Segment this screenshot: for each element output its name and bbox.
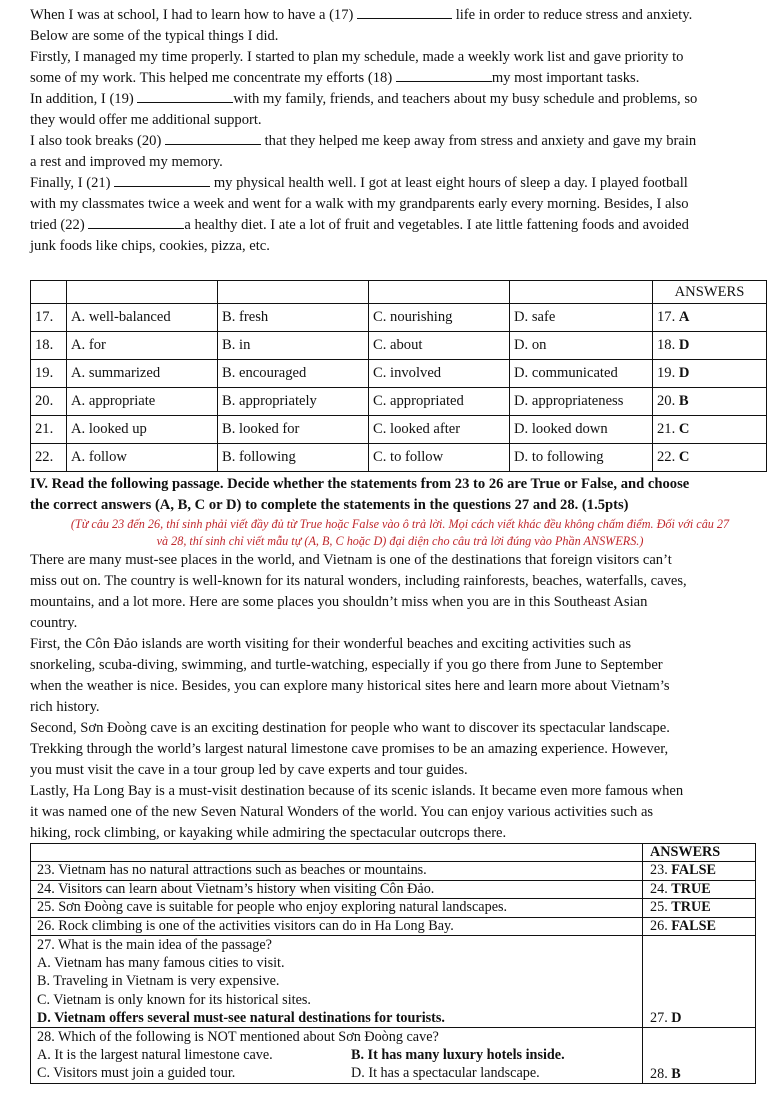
table-header-row xyxy=(31,844,756,862)
option-d: D. appropriateness xyxy=(510,388,653,416)
option-b: B. fresh xyxy=(218,304,369,332)
option-c: C. looked after xyxy=(369,416,510,444)
option-b: B. looked for xyxy=(218,416,369,444)
answer-cell: 22. C xyxy=(653,444,767,472)
statement-row xyxy=(31,917,756,935)
answer-cell: 23. FALSE xyxy=(643,862,756,880)
answer-cell: 20. B xyxy=(653,388,767,416)
passage-1 xyxy=(30,5,756,257)
option-c: C. to follow xyxy=(369,444,510,472)
option-d: D. safe xyxy=(510,304,653,332)
question-number: 17. xyxy=(31,304,67,332)
option-a: A. looked up xyxy=(67,416,218,444)
option-a: A. for xyxy=(67,332,218,360)
table-row xyxy=(31,332,767,360)
statement-row xyxy=(31,880,756,898)
option-d: D. looked down xyxy=(510,416,653,444)
passage-line: Firstly, I managed my time properly. I started to plan my schedule, made a weekly work list and gave priority to xyxy=(30,49,684,65)
table-row xyxy=(31,416,767,444)
passage-line: In addition, I (19) with my family, friends, and teachers about my busy schedule and problems, so xyxy=(30,91,698,107)
statement-text: 23. Vietnam has no natural attractions such as beaches or mountains. xyxy=(31,862,643,880)
question-number: 19. xyxy=(31,360,67,388)
answers-header: ANSWERS xyxy=(643,844,756,862)
passage-line: I also took breaks (20) that they helped me keep away from stress and anxiety and gave my brain xyxy=(30,133,697,149)
question-number: 22. xyxy=(31,444,67,472)
passage-line: Below are some of the typical things I did. xyxy=(30,28,279,44)
answer-cell: 21. C xyxy=(653,416,767,444)
passage-line: with my classmates twice a week and went for a walk with my grandparents early every morning. Besides, I also xyxy=(30,196,689,212)
option-a: A. appropriate xyxy=(67,388,218,416)
passage-2: There are many must-see places in the world, and Vietnam is one of the destinations that foreign visitors can’t miss out on. The country is well-known for its natural wonders, including rainforests, beaches, waterfalls, caves, mountains, and a lot more. Here are some places you shouldn’t miss when you are in this Southeast Asian country. First, the Côn Đảo islands are worth visiting for their wonderful beaches and exciting activities such as snorkeling, scuba-diving, swimming, and turtle-watching, especially if you go there from June to September when the weather is nice. Besides, you can explore many historical sites here and learn more about Vietnam’s rich history. Second, Sơn Đoòng cave is an exciting destination for people who want to discover its spectacular landscape. Trekking through the world’s largest natural limestone cave promises to be an amazing experience. However, you must visit the cave in a tour group led by cave experts and tour guides. Lastly, Ha Long Bay is a must-visit destination because of its scenic islands. It became even more famous when it was named one of the new Seven Natural Wonders of the world. You can enjoy various activities such as hiking, rock climbing, or kayaking while admiring the spectacular outcrops there. xyxy=(30,552,687,841)
answer-table-17-22 xyxy=(30,280,767,472)
option-c: C. appropriated xyxy=(369,388,510,416)
option-b: B. encouraged xyxy=(218,360,369,388)
option-b: B. following xyxy=(218,444,369,472)
passage-line: tried (22) a healthy diet. I ate a lot of fruit and vegetables. I ate little fattening foods and avoided xyxy=(30,217,689,233)
option-a: A. follow xyxy=(67,444,218,472)
answer-cell: 19. D xyxy=(653,360,767,388)
option-a: A. summarized xyxy=(67,360,218,388)
answer-cell: 18. D xyxy=(653,332,767,360)
section-iv-heading: IV. Read the following passage. Decide whether the statements from 23 to 26 are True or False, and choose the correct answers (A, B, C or D) to complete the statements in the questions 27 and 28. (1.5pts) xyxy=(30,476,690,513)
blank-21 xyxy=(114,173,210,187)
answer-cell: 24. TRUE xyxy=(643,880,756,898)
answers-header: ANSWERS xyxy=(653,281,767,304)
answer-27: 27. D xyxy=(643,936,756,1028)
option-d: D. to following xyxy=(510,444,653,472)
answer-cell: 25. TRUE xyxy=(643,899,756,917)
answer-table-23-28 xyxy=(30,843,756,1084)
question-number: 20. xyxy=(31,388,67,416)
option-a: A. well-balanced xyxy=(67,304,218,332)
blank-17 xyxy=(357,5,452,19)
option-c: C. about xyxy=(369,332,510,360)
option-d: D. on xyxy=(510,332,653,360)
table-row xyxy=(31,444,767,472)
table-row xyxy=(31,360,767,388)
passage-line: a rest and improved my memory. xyxy=(30,154,223,170)
statement-row xyxy=(31,899,756,917)
passage-line: junk foods like chips, cookies, pizza, etc. xyxy=(30,238,270,254)
table-row xyxy=(31,388,767,416)
blank-19 xyxy=(137,89,233,103)
statement-text: 24. Visitors can learn about Vietnam’s history when visiting Côn Đảo. xyxy=(31,880,643,898)
option-b: B. in xyxy=(218,332,369,360)
passage-line: some of my work. This helped me concentrate my efforts (18) my most important tasks. xyxy=(30,70,640,86)
option-c: C. nourishing xyxy=(369,304,510,332)
question-number: 18. xyxy=(31,332,67,360)
passage-line: they would offer me additional support. xyxy=(30,112,262,128)
table-row xyxy=(31,304,767,332)
table-header-row xyxy=(31,281,767,304)
blank-18 xyxy=(396,68,492,82)
option-b: B. appropriately xyxy=(218,388,369,416)
option-c: C. involved xyxy=(369,360,510,388)
question-27-row: 27. What is the main idea of the passage? A. Vietnam has many famous cities to visit. B. Traveling in Vietnam is very expensive. C. Vietnam is only known for its historical sites. D. Vietnam offers several must-see natural destinations for tourists. 27. D xyxy=(31,936,756,1028)
question-28-row: 28. Which of the following is NOT mentioned about Sơn Đoòng cave? A. It is the largest natural limestone cave. B. It has many luxury hotels inside. C. Visitors must join a guided tour. D. It has a spectacular landscape. 28. B xyxy=(31,1028,756,1084)
answer-cell: 26. FALSE xyxy=(643,917,756,935)
blank-20 xyxy=(165,131,261,145)
passage-line: When I was at school, I had to learn how to have a (17) life in order to reduce stress and anxiety. xyxy=(30,7,693,23)
blank-22 xyxy=(88,215,184,229)
statement-text: 25. Sơn Đoòng cave is suitable for people who enjoy exploring natural landscapes. xyxy=(31,899,643,917)
statement-text: 26. Rock climbing is one of the activities visitors can do in Ha Long Bay. xyxy=(31,917,643,935)
passage-line: Finally, I (21) my physical health well. I got at least eight hours of sleep a day. I played football xyxy=(30,175,688,191)
question-number: 21. xyxy=(31,416,67,444)
instruction-note: (Từ câu 23 đến 26, thí sinh phải viết đầy đủ từ True hoặc False vào ô trả lời. Mọi cách viết khác đều không chấm điểm. Đối với câu 27 và 28, thí sinh chỉ viết mẫu tự (A, B, C hoặc D) đại diện cho câu trả lời đúng vào Phần ANSWERS.) xyxy=(70,517,730,548)
option-d: D. communicated xyxy=(510,360,653,388)
answer-cell: 17. A xyxy=(653,304,767,332)
answer-28: 28. B xyxy=(643,1028,756,1084)
statement-row xyxy=(31,862,756,880)
